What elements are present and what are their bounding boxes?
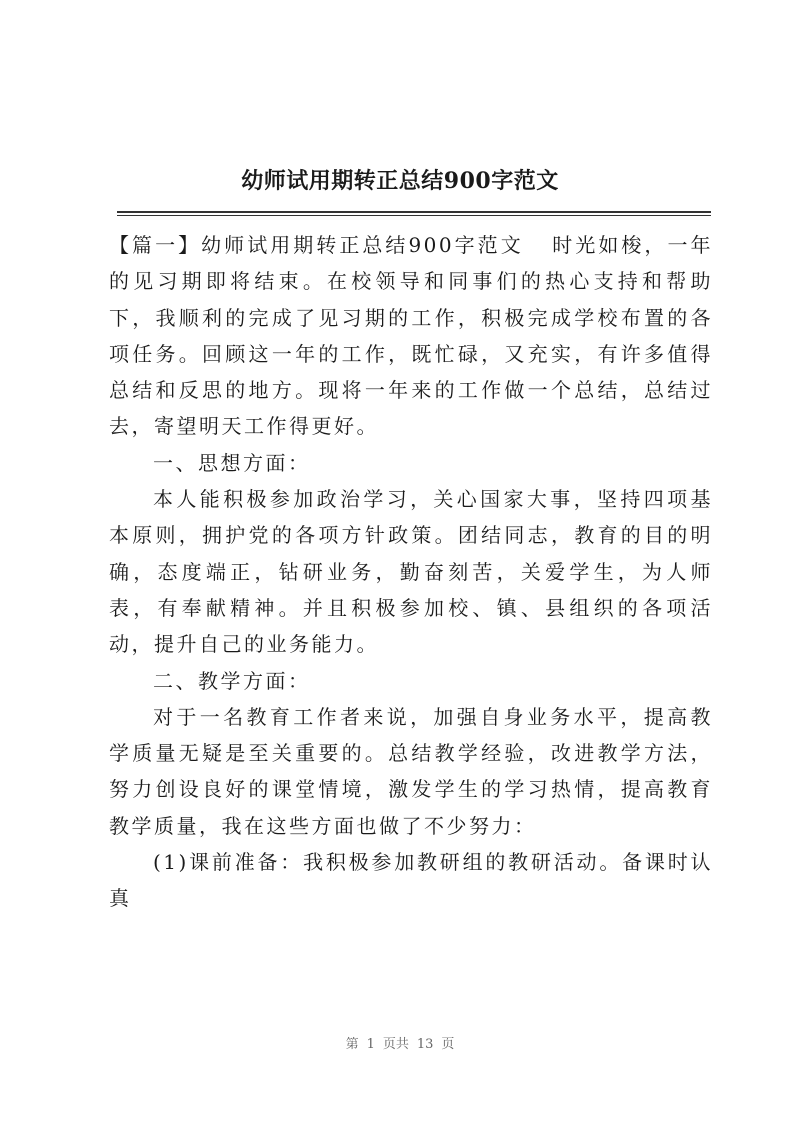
page-footer [0, 1033, 800, 1052]
document-body [109, 227, 713, 917]
section2-paragraph: 对于一名教育工作者来说，加强自身业务水平，提高教学质量无疑是至关重要的。总结教学经验，改进教学方法，努力创设良好的课堂情境，激发学生的学习热情，提高教育教学质量，我在这些方面也做了不少努力： [109, 704, 713, 838]
footer-prefix: 第 [345, 1037, 359, 1052]
title-rule-thick [117, 211, 711, 213]
section-marker: 【篇一】 [109, 233, 202, 257]
footer-middle: 页共 [382, 1037, 409, 1052]
intro-paragraph [109, 227, 713, 445]
section1-heading: 一、思想方面： [153, 450, 311, 475]
title-rule-thin [117, 215, 711, 216]
footer-suffix: 页 [441, 1037, 455, 1052]
footer-page-number: 1 [366, 1037, 375, 1052]
item1-paragraph: (1)课前准备：我积极参加教研组的教研活动。备课时认真 [109, 850, 713, 911]
section-title: 幼师试用期转正总结900字范文 [201, 233, 524, 257]
section2-heading: 二、教学方面： [153, 668, 311, 693]
section1-paragraph: 本人能积极参加政治学习，关心国家大事，坚持四项基本原则，拥护党的各项方针政策。团结同志，教育的目的明确，态度端正，钻研业务，勤奋刻苦，关爱学生，为人师表，有奉献精神。并且积极参加校、镇、县组织的各项活动，提升自己的业务能力。 [109, 487, 713, 657]
intro-text: 时光如梭，一年的见习期即将结束。在校领导和同事们的热心支持和帮助下，我顺利的完成了见习期的工作，积极完成学校布置的各项任务。回顾这一年的工作，既忙碌，又充实，有许多值得总结和反思的地方。现将一年来的工作做一个总结，总结过去，寄望明天工作得更好。 [109, 233, 714, 439]
footer-total-pages: 13 [416, 1037, 434, 1052]
document-title: 幼师试用期转正总结900字范文 [241, 168, 559, 194]
